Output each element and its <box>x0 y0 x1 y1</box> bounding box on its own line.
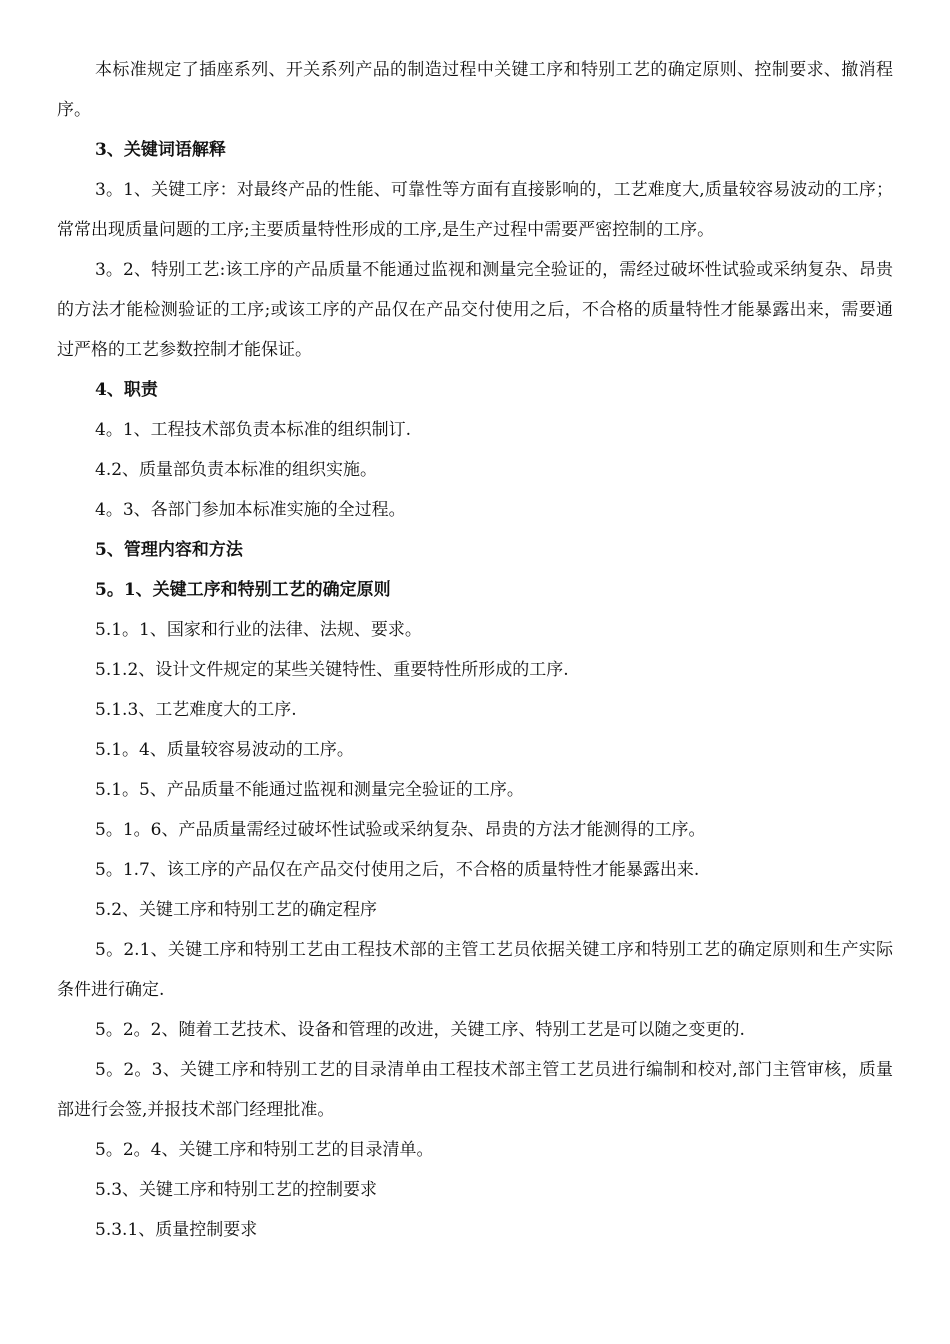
paragraph-3-2: 3。2、特别工艺:该工序的产品质量不能通过监视和测量完全验证的，需经过破坏性试验或采纳复杂、昂贵的方法才能检测验证的工序;或该工序的产品仅在产品交付使用之后，不合格的质量特性才能暴露出来，需要通过严格的工艺参数控制才能保证。 <box>57 260 893 360</box>
paragraph-5-1-3: 5.1.3、工艺难度大的工序. <box>95 700 297 720</box>
paragraph-5-1-5: 5.1。5、产品质量不能通过监视和测量完全验证的工序。 <box>95 780 524 800</box>
paragraph-5-1-2: 5.1.2、设计文件规定的某些关键特性、重要特性所形成的工序. <box>95 660 569 680</box>
paragraph-3-1: 3。1、关键工序：对最终产品的性能、可靠性等方面有直接影响的，工艺难度大,质量较容易波动的工序；常常出现质量问题的工序;主要质量特性形成的工序,是生产过程中需要严密控制的工序。 <box>57 180 893 240</box>
section-heading-3: 3、关键词语解释 <box>95 140 226 160</box>
section-heading-5-2: 5.2、关键工序和特别工艺的确定程序 <box>95 900 378 920</box>
document-body <box>57 50 893 1250</box>
paragraph-5-2-4: 5。2。4、关键工序和特别工艺的目录清单。 <box>95 1140 434 1160</box>
paragraph-4-3: 4。3、各部门参加本标准实施的全过程。 <box>95 500 406 520</box>
paragraph-scope: 本标准规定了插座系列、开关系列产品的制造过程中关键工序和特别工艺的确定原则、控制要求、撤消程序。 <box>57 60 893 120</box>
section-heading-5: 5、管理内容和方法 <box>95 540 243 560</box>
section-heading-4: 4、职责 <box>95 380 158 400</box>
section-heading-5-3: 5.3、关键工序和特别工艺的控制要求 <box>95 1180 378 1200</box>
paragraph-5-2-1: 5。2.1、关键工序和特别工艺由工程技术部的主管工艺员依据关键工序和特别工艺的确定原则和生产实际条件进行确定. <box>57 940 893 1000</box>
paragraph-5-3-1: 5.3.1、质量控制要求 <box>95 1220 258 1240</box>
paragraph-5-1-6: 5。1。6、产品质量需经过破坏性试验或采纳复杂、昂贵的方法才能测得的工序。 <box>95 820 706 840</box>
paragraph-4-1: 4。1、工程技术部负责本标准的组织制订. <box>95 420 412 440</box>
paragraph-5-1-1: 5.1。1、国家和行业的法律、法规、要求。 <box>95 620 422 640</box>
paragraph-5-2-3: 5。2。3、关键工序和特别工艺的目录清单由工程技术部主管工艺员进行编制和校对,部门主管审核，质量部进行会签,并报技术部门经理批准。 <box>57 1060 893 1120</box>
paragraph-5-1-7: 5。1.7、该工序的产品仅在产品交付使用之后，不合格的质量特性才能暴露出来. <box>95 860 700 880</box>
paragraph-5-2-2: 5。2。2、随着工艺技术、设备和管理的改进，关键工序、特别工艺是可以随之变更的. <box>95 1020 745 1040</box>
paragraph-4-2: 4.2、质量部负责本标准的组织实施。 <box>95 460 378 480</box>
paragraph-5-1-4: 5.1。4、质量较容易波动的工序。 <box>95 740 354 760</box>
section-heading-5-1: 5。1、关键工序和特别工艺的确定原则 <box>95 580 391 600</box>
